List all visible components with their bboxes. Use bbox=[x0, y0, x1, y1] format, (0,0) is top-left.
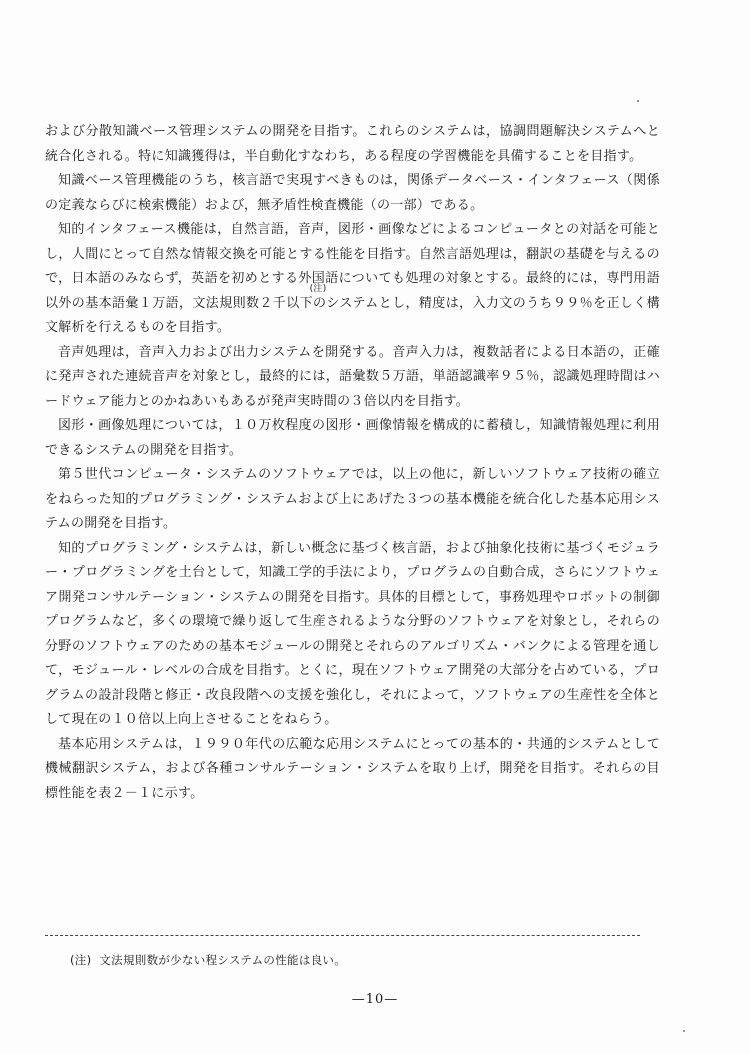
footnote bbox=[70, 952, 346, 968]
footnote-reference-char: 下 bbox=[299, 295, 313, 311]
page-number: —10— bbox=[351, 992, 399, 1007]
footnote-divider bbox=[45, 935, 640, 936]
paragraph-3-tail: のシステムとし，精度は，入力文のうち９９％を正しく構文解析を行えるものを目指す。 bbox=[45, 295, 660, 335]
paragraph-2: 知識ベース管理機能のうち，核言語で実現すべきものは，関係データベース・インタフェース（関係の定義ならびに検索機能）および，無矛盾性検査機能（の一部）である。 bbox=[45, 173, 660, 213]
scan-speck bbox=[637, 100, 639, 102]
paragraph-7: 知的プログラミング・システムは，新しい概念に基づく核言語，および抽象化技術に基づくモジュラー・プログラミングを土台として，知識工学的手法により，プログラムの自動合成，さらにソフトウェア開発コンサルテーション・システムの開発を目指す。具体的目標として，事務処理やロボットの制御プログラムなど，多くの環境で繰り返して生産されるような分野のソフトウェアを対象とし，それらの分野のソフトウェアのための基本モジュールの開発とそれらのアルゴリズム・バンクによる管理を通して，モジュール・レベルの合成を目指す。とくに，現在ソフトウェア開発の大部分を占めている，プログラムの設計段階と修正・改良段階への支援を強化し，それによって，ソフトウェアの生産性を全体として現在の１０倍以上向上させることをねらう。 bbox=[45, 540, 660, 727]
paragraph-5: 図形・画像処理については，１０万枚程度の図形・画像情報を構成的に蓄積し，知識情報処理に利用できるシステムの開発を目指す。 bbox=[45, 418, 660, 458]
paragraph-3 bbox=[45, 218, 660, 341]
paragraph-3-head: 知的インタフェース機能は，自然言語，音声，図形・画像などによるコンピュータとの対話を可能とし，人間にとって自然な情報交換を可能とする性能を目指す。自然言語処理は，翻訳の基礎を与えるので，日本語のみならず，英語を初めとする外国語についても処理の対象とする。最終的には，専門用語以外の基本語彙１万語，文法規則数２千以 bbox=[45, 222, 660, 311]
scan-speck bbox=[683, 1030, 685, 1032]
body-text bbox=[45, 120, 660, 806]
paragraph-8: 基本応用システムは，１９９０年代の広範な応用システムにとっての基本的・共通的システムとして機械翻訳システム，および各種コンサルテーション・システムを取り上げ，開発を目指す。それらの目標性能を表２－１に示す。 bbox=[45, 736, 660, 801]
paragraph-4: 音声処理は，音声入力および出力システムを開発する。音声入力は，複数話者による日本語の，正確に発声された連続音声を対象とし，最終的には，語彙数５万語，単語認識率９５％，認識処理時間はハードウェア能力とのかねあいもあるが発声実時間の３倍以内を目指す。 bbox=[45, 344, 660, 409]
paragraph-1: および分散知識ベース管理システムの開発を目指す。これらのシステムは，協調問題解決システムへと統合化される。特に知識獲得は，半自動化すなわち，ある程度の学習機能を具備することを目指す。 bbox=[45, 124, 660, 164]
footnote-label: (注) bbox=[70, 953, 92, 967]
footnote-text: 文法規則数が少ない程システムの性能は良い。 bbox=[99, 953, 347, 967]
paragraph-6: 第５世代コンピュータ・システムのソフトウェアでは，以上の他に，新しいソフトウェア技術の確立をねらった知的プログラミング・システムおよび上にあげた３つの基本機能を統合化した基本応用システムの開発を目指す。 bbox=[45, 467, 660, 531]
footnote-reference-label: (注) bbox=[309, 283, 327, 294]
footnote-reference bbox=[299, 283, 327, 311]
